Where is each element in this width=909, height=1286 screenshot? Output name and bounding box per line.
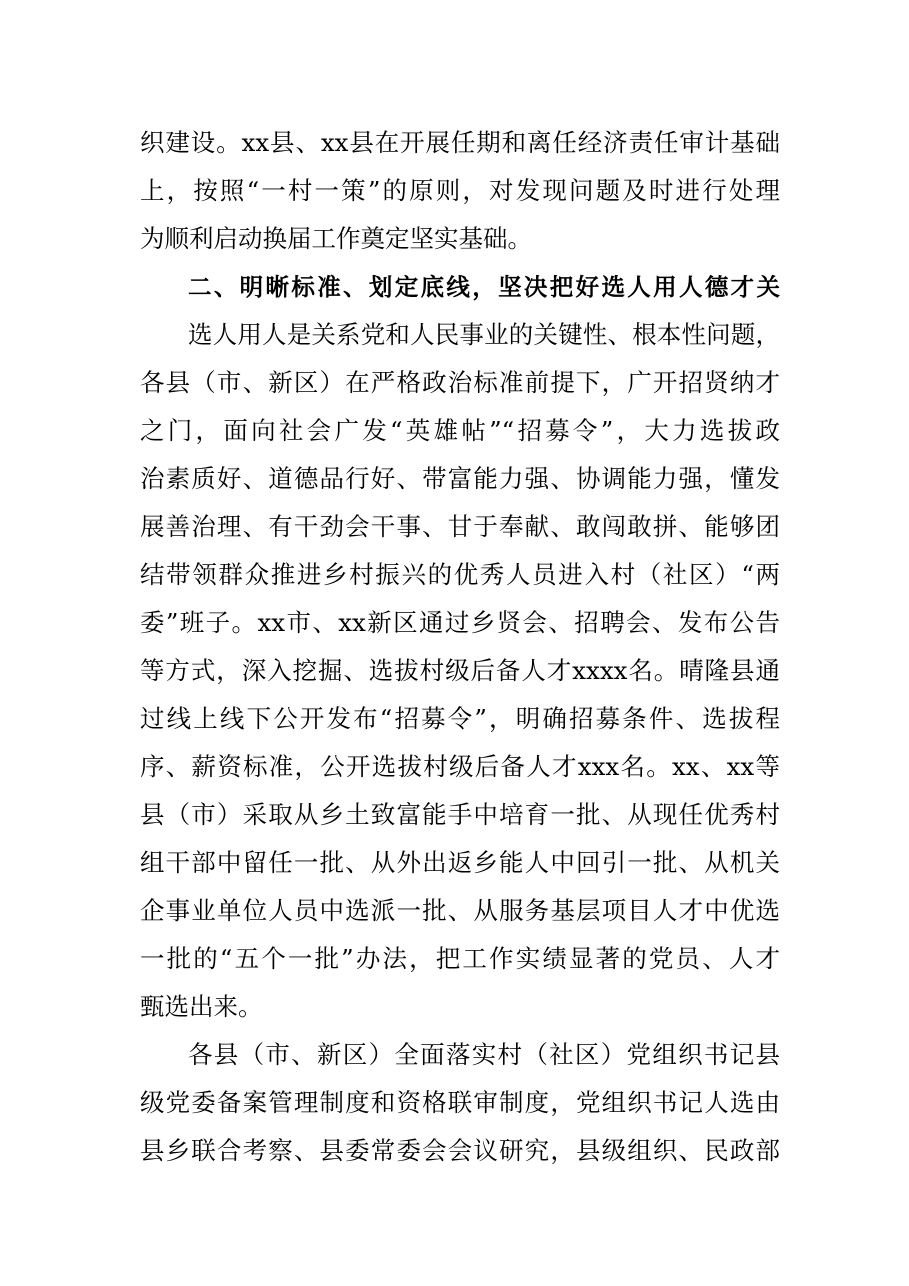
section-heading: 二、明晰标准、划定底线，坚决把好选人用人德才关 bbox=[188, 273, 780, 301]
paragraph-2-line-11: 县（市）采取从乡土致富能手中培育一批、从现任优秀村 bbox=[140, 800, 780, 829]
paragraph-2-line-14: 一批的“五个一批”办法，把工作实绩显著的党员、人才 bbox=[140, 944, 780, 973]
paragraph-2-line-2: 各县（市、新区）在严格政治标准前提下，广开招贤纳才 bbox=[140, 368, 780, 397]
paragraph-2-line-13: 企事业单位人员中选派一批、从服务基层项目人才中优选 bbox=[140, 896, 780, 925]
paragraph-2-line-3: 之门，面向社会广发“英雄帖”“招募令”，大力选拔政 bbox=[140, 416, 780, 445]
paragraph-2-line-7: 委”班子。xx市、xx新区通过乡贤会、招聘会、发布公告 bbox=[140, 608, 780, 637]
paragraph-2-line-12: 组干部中留任一批、从外出返乡能人中回引一批、从机关 bbox=[140, 848, 780, 877]
paragraph-3-line-1: 各县（市、新区）全面落实村（社区）党组织书记县 bbox=[188, 1040, 780, 1069]
paragraph-1-line-2: 上，按照“一村一策”的原则，对发现问题及时进行处理 bbox=[140, 176, 780, 205]
paragraph-1-line-3: 为顺利启动换届工作奠定坚实基础。 bbox=[140, 224, 532, 253]
paragraph-2-line-10: 序、薪资标准，公开选拔村级后备人才xxx名。xx、xx等 bbox=[140, 752, 780, 781]
paragraph-2-line-5: 展善治理、有干劲会干事、甘于奉献、敢闯敢拼、能够团 bbox=[140, 512, 780, 541]
paragraph-2-line-1: 选人用人是关系党和人民事业的关键性、根本性问题， bbox=[188, 320, 780, 349]
paragraph-2-line-6: 结带领群众推进乡村振兴的优秀人员进入村（社区）“两 bbox=[140, 560, 780, 589]
paragraph-2-line-8: 等方式，深入挖掘、选拔村级后备人才xxxx名。晴隆县通 bbox=[140, 656, 780, 685]
paragraph-3-line-2: 级党委备案管理制度和资格联审制度，党组织书记人选由 bbox=[140, 1088, 780, 1117]
paragraph-1-line-1: 织建设。xx县、xx县在开展任期和离任经济责任审计基础 bbox=[140, 128, 780, 157]
paragraph-2-line-9: 过线上线下公开发布“招募令”，明确招募条件、选拔程 bbox=[140, 704, 780, 733]
paragraph-3-line-3: 县乡联合考察、县委常委会会议研究，县级组织、民政部 bbox=[140, 1136, 780, 1165]
paragraph-2-line-15: 甄选出来。 bbox=[140, 992, 263, 1021]
paragraph-2-line-4: 治素质好、道德品行好、带富能力强、协调能力强，懂发 bbox=[140, 464, 780, 493]
